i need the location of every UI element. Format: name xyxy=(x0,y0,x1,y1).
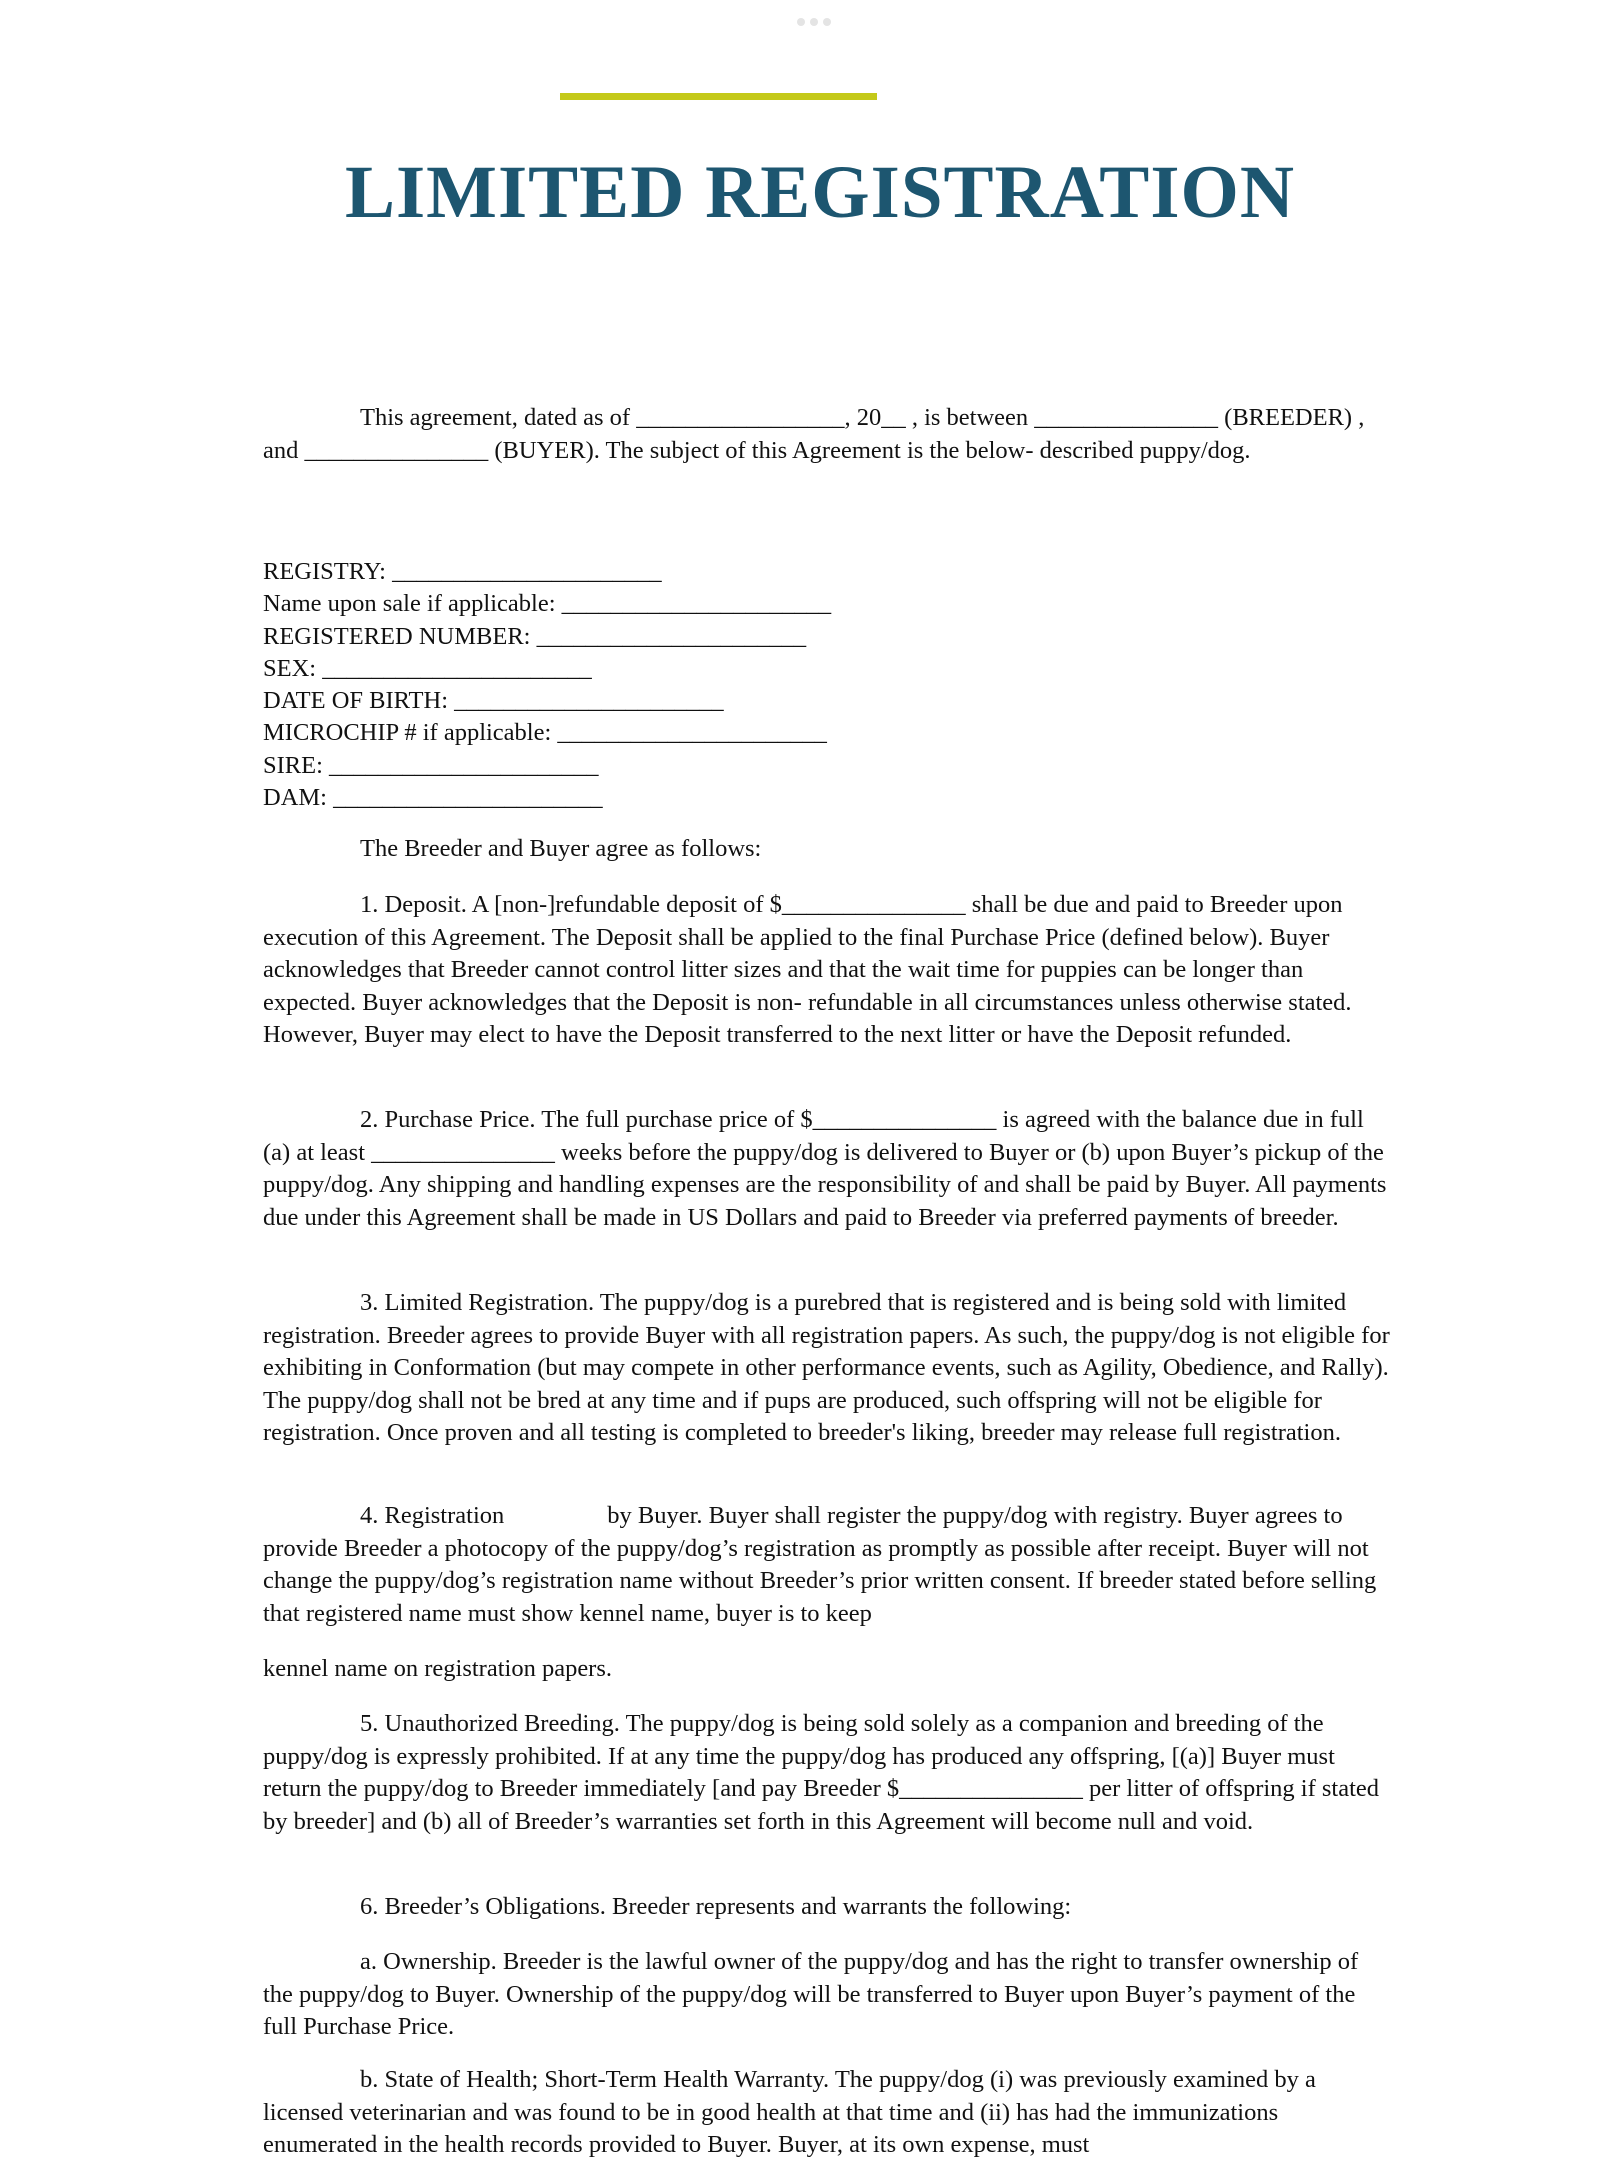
dog-details-list xyxy=(263,556,1393,814)
page-indicator-dots xyxy=(797,18,831,26)
section-breeder-obligations: 6. Breeder’s Obligations. Breeder represents and warrants the following: xyxy=(360,1893,1072,1920)
section-ownership: a. Ownership. Breeder is the lawful owner of the puppy/dog and has the right to transfer ownership of the puppy/dog to Buyer. Ownership of the puppy/dog will be transferred to Buyer upon Buyer’s payment of the full Purchase Price. xyxy=(263,1948,1359,2040)
field-date-of-birth: DATE OF BIRTH: ______________________ xyxy=(263,687,724,715)
section-limited-registration: 3. Limited Registration. The puppy/dog is a purebred that is registered and is being sold with limited registration. Breeder agrees to provide Buyer with all registration papers. As such, the puppy/dog is not eligible for exhibiting in Conformation (but may compete in other performance events, such as Agility, Obedience, and Rally). The puppy/dog shall not be bred at any time and if pups are produced, such offspring will not be eligible for registration. Once proven and all testing is completed to breeder's liking, breeder may release full registration. xyxy=(263,1289,1390,1446)
section-unauthorized-breeding: 5. Unauthorized Breeding. The puppy/dog is being sold solely as a companion and breeding of the puppy/dog is expressly prohibited. If at any time the puppy/dog has produced any offspring, [(a)] Buyer must return the puppy/dog to Breeder immediately [and pay Breeder $_______________ per litter of offspring if stated by breeder] and (b) all of Breeder’s warranties set forth in this Agreement will become null and void. xyxy=(263,1710,1380,1835)
field-name-upon-sale: Name upon sale if applicable: ______________________ xyxy=(263,590,832,618)
title-accent-bar xyxy=(560,93,877,100)
field-sex: SEX: ______________________ xyxy=(263,654,592,682)
agreement-intro-line: The Breeder and Buyer agree as follows: xyxy=(360,835,762,862)
section-health: b. State of Health; Short-Term Health Warranty. The puppy/dog (i) was previously examined by a licensed veterinarian and was found to be in good health at that time and (ii) has had the immunizations enumerated in the health records provided to Buyer. Buyer, at its own expense, must xyxy=(263,2066,1316,2158)
section-registration xyxy=(263,1500,1393,1630)
section-purchase-price: 2. Purchase Price. The full purchase price of $_______________ is agreed with the balance due in full (a) at least _______________ weeks before the puppy/dog is delivered to Buyer or (b) upon Buyer’s pickup of the puppy/dog. Any shipping and handling expenses are the responsibility of and shall be paid by Buyer. All payments due under this Agreement shall be made in US Dollars and paid to Breeder via preferred payments of breeder. xyxy=(263,1106,1387,1231)
section-registration-text: by Buyer. Buyer shall register the puppy/dog with registry. Buyer agrees to provide Breeder a photocopy of the puppy/dog’s registration as promptly as possible after receipt. Buyer will not change the puppy/dog’s registration name without Breeder’s prior written consent. If breeder stated before selling that registered name must show kennel name, buyer is to keep xyxy=(263,1502,1377,1627)
field-microchip: MICROCHIP # if applicable: ______________________ xyxy=(263,719,827,747)
section-deposit: 1. Deposit. A [non-]refundable deposit of $_______________ shall be due and paid to Breeder upon execution of this Agreement. The Deposit shall be applied to the final Purchase Price (defined below). Buyer acknowledges that Breeder cannot control litter sizes and that the wait time for puppies can be longer than expected. Buyer acknowledges that the Deposit is non- refundable in all circumstances unless otherwise stated. However, Buyer may elect to have the Deposit transferred to the next litter or have the Deposit refunded. xyxy=(263,891,1352,1048)
document-body xyxy=(263,402,1393,467)
section-registration-heading: 4. Registration xyxy=(360,1502,505,1529)
field-registry: REGISTRY: ______________________ xyxy=(263,558,662,585)
section-registration-continued: kennel name on registration papers. xyxy=(263,1655,613,1682)
field-registered-number: REGISTERED NUMBER: ______________________ xyxy=(263,622,807,650)
field-dam: DAM: ______________________ xyxy=(263,784,603,812)
intro-paragraph: This agreement, dated as of _________________, 20__ , is between _______________ (BREEDER) , and _______________ (BUYER). The subject of this Agreement is the below- described puppy/dog. xyxy=(263,404,1365,464)
field-sire: SIRE: ______________________ xyxy=(263,751,599,779)
page-title: LIMITED REGISTRATION xyxy=(344,151,1296,234)
